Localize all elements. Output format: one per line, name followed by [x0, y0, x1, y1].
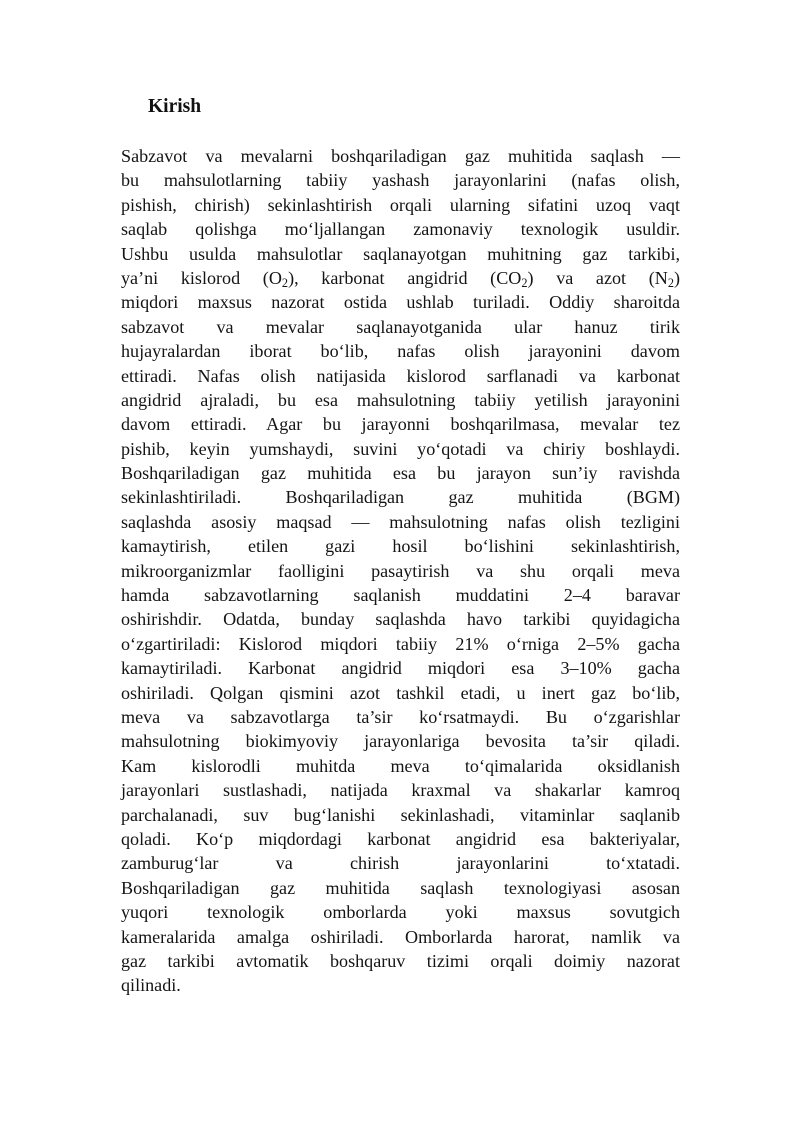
text-line	[121, 754, 680, 778]
line-text: pishib, keyin yumshaydi, suvini yo‘qotadi va chiriy boshlaydi.	[121, 438, 680, 459]
line-text: parchalanadi, suv bug‘lanishi sekinlashadi, vitaminlar saqlanib	[121, 804, 680, 825]
text-line	[121, 681, 680, 705]
text-line	[121, 290, 680, 314]
text-line	[121, 388, 680, 412]
line-text: saqlab qolishga mo‘ljallangan zamonaviy texnologik usuldir.	[121, 219, 680, 240]
line-text: hamda sabzavotlarning saqlanish muddatini 2–4 baravar	[121, 585, 680, 606]
line-text: kameralarida amalga oshiriladi. Omborlarda harorat, namlik va	[121, 926, 680, 947]
text-line	[121, 583, 680, 607]
line-text: ) va azot (N	[527, 267, 668, 288]
body-paragraph	[121, 144, 680, 998]
line-text: saqlashda asosiy maqsad — mahsulotning nafas olish tezligini	[121, 511, 680, 532]
text-line	[121, 559, 680, 583]
line-text: yuqori texnologik omborlarda yoki maxsus sovutgich	[121, 902, 680, 923]
text-line	[121, 656, 680, 680]
line-text: Boshqariladigan gaz muhitida saqlash texnologiyasi asosan	[121, 877, 680, 898]
text-line	[121, 315, 680, 339]
line-text: Ushbu usulda mahsulotlar saqlanayotgan muhitning gaz tarkibi,	[121, 243, 680, 264]
line-text: Kam kislorodli muhitda meva to‘qimalarida oksidlanish	[121, 755, 680, 776]
text-line	[121, 266, 680, 290]
text-line	[121, 632, 680, 656]
line-text: mahsulotning biokimyoviy jarayonlariga bevosita ta’sir qiladi.	[121, 731, 680, 752]
line-text: hujayralardan iborat bo‘lib, nafas olish jarayonini davom	[121, 341, 680, 362]
text-line	[121, 144, 680, 168]
line-text: angidrid ajraladi, bu esa mahsulotning tabiiy yetilish jarayonini	[121, 389, 680, 410]
text-line	[121, 412, 680, 436]
line-text: ettiradi. Nafas olish natijasida kislorod sarflanadi va karbonat	[121, 365, 680, 386]
subscript-text: 2	[521, 276, 528, 291]
section-heading: Kirish	[148, 96, 202, 117]
line-text: miqdori maxsus nazorat ostida ushlab turiladi. Oddiy sharoitda	[121, 292, 680, 313]
line-text: o‘zgartiriladi: Kislorod miqdori tabiiy 21% o‘rniga 2–5% gacha	[121, 633, 680, 654]
text-line	[121, 168, 680, 192]
text-line	[121, 827, 680, 851]
line-text: davom ettiradi. Agar bu jarayonni boshqarilmasa, mevalar tez	[121, 414, 680, 435]
line-text: sekinlashtiriladi. Boshqariladigan gaz muhitida (BGM)	[121, 487, 680, 508]
line-text: )	[673, 267, 681, 288]
line-text: oshirishdir. Odatda, bunday saqlashda havo tarkibi quyidagicha	[121, 609, 680, 630]
line-text: ya’ni kislorod (O	[121, 267, 282, 288]
text-line	[121, 217, 680, 241]
line-text: sabzavot va mevalar saqlanayotganida ular hanuz tirik	[121, 316, 680, 337]
line-text: bu mahsulotlarning tabiiy yashash jarayonlarini (nafas olish,	[121, 170, 680, 191]
text-line	[121, 534, 680, 558]
line-text: kamaytirish, etilen gazi hosil bo‘lishini sekinlashtirish,	[121, 536, 680, 557]
text-line	[121, 461, 680, 485]
line-text: mikroorganizmlar faolligini pasaytirish va shu orqali meva	[121, 560, 680, 581]
text-line	[121, 778, 680, 802]
line-text: Sabzavot va mevalarni boshqariladigan gaz muhitida saqlash —	[121, 146, 680, 166]
text-line	[121, 925, 680, 949]
text-line	[121, 607, 680, 631]
line-text: jarayonlari sustlashadi, natijada kraxmal va shakarlar kamroq	[121, 780, 680, 801]
subscript-text: 2	[281, 276, 289, 291]
line-text: gaz tarkibi avtomatik boshqaruv tizimi orqali doimiy nazorat	[121, 950, 680, 971]
line-text: qilinadi.	[121, 975, 181, 996]
text-line	[121, 900, 680, 924]
line-text: Boshqariladigan gaz muhitida esa bu jarayon sun’iy ravishda	[121, 463, 680, 484]
line-text: zamburug‘lar va chirish jarayonlarini to‘xtatadi.	[121, 853, 680, 874]
text-line	[121, 339, 680, 363]
text-line	[121, 485, 680, 509]
text-line	[121, 876, 680, 900]
text-line	[121, 729, 680, 753]
line-text: qoladi. Ko‘p miqdordagi karbonat angidrid esa bakteriyalar,	[121, 828, 680, 849]
line-text: ), karbonat angidrid (CO	[288, 267, 522, 288]
text-line	[121, 510, 680, 534]
text-line	[121, 851, 680, 875]
text-line	[121, 437, 680, 461]
subscript-text: 2	[667, 276, 674, 291]
text-line	[121, 803, 680, 827]
text-line	[121, 364, 680, 388]
text-line	[121, 973, 680, 997]
text-line	[121, 705, 680, 729]
text-line	[121, 193, 680, 217]
line-text: kamaytiriladi. Karbonat angidrid miqdori esa 3–10% gacha	[121, 658, 680, 679]
line-text: oshiriladi. Qolgan qismini azot tashkil etadi, u inert gaz bo‘lib,	[121, 682, 680, 703]
line-text: meva va sabzavotlarga ta’sir ko‘rsatmaydi. Bu o‘zgarishlar	[121, 706, 680, 727]
text-line	[121, 949, 680, 973]
line-text: pishish, chirish) sekinlashtirish orqali ularning sifatini uzoq vaqt	[121, 194, 680, 215]
text-line	[121, 242, 680, 266]
